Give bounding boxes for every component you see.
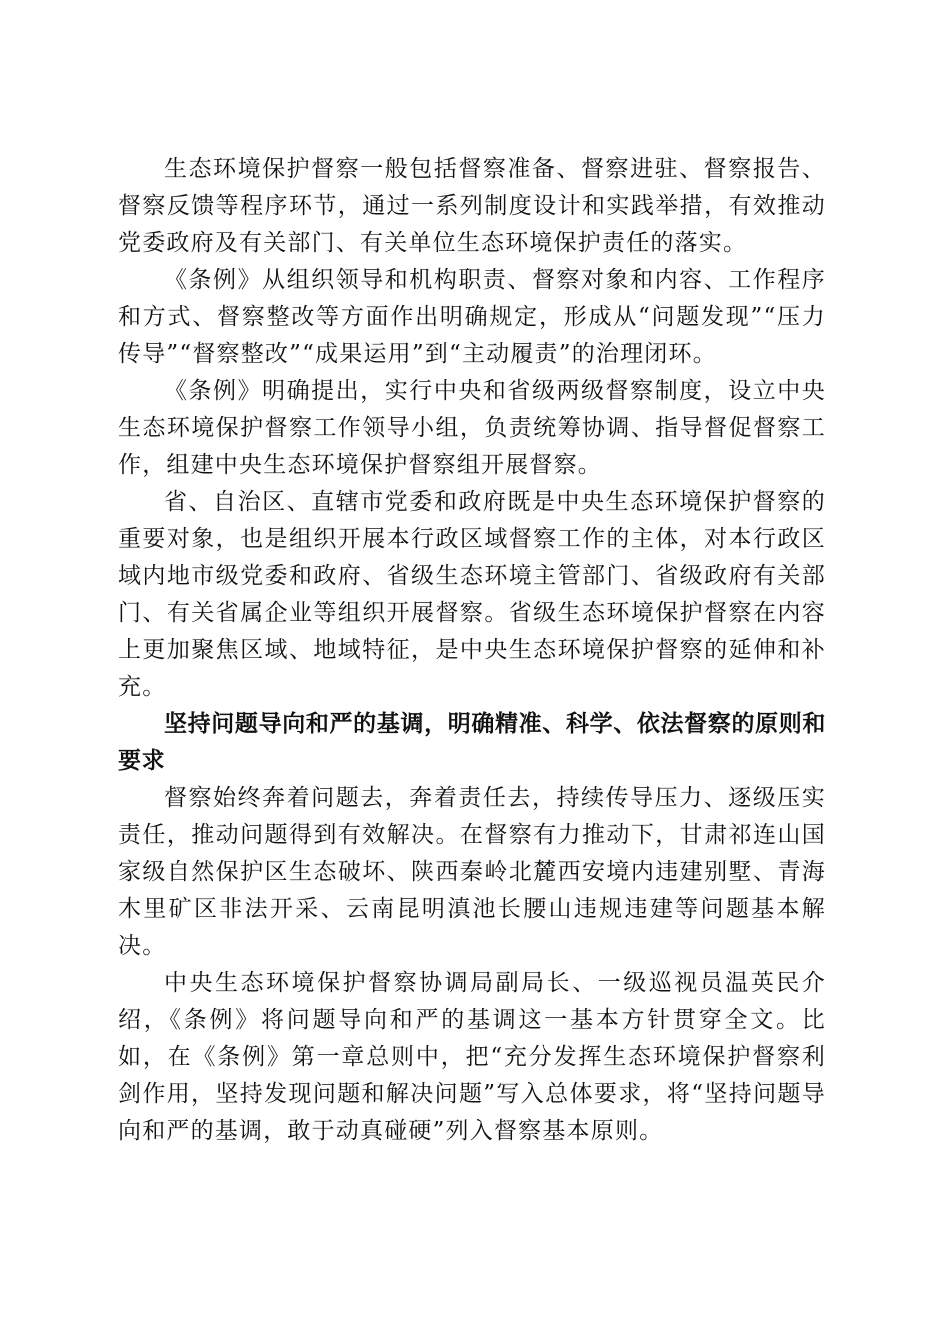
paragraph-problem-oriented: 督察始终奔着问题去，奔着责任去，持续传导压力、逐级压实责任，推动问题得到有效解决。在督察有力推动下，甘肃祁连山国家级自然保护区生态破坏、陕西秦岭北麓西安境内违建别墅、青海木里矿区非法开采、云南昆明滇池长腰山违规违建等问题基本解决。	[118, 785, 826, 959]
section-heading: 坚持问题导向和严的基调，明确精准、科学、依法督察的原则和要求	[118, 711, 826, 774]
document-body	[118, 151, 826, 1150]
paragraph-official-remarks: 中央生态环境保护督察协调局副局长、一级巡视员温英民介绍，《条例》将问题导向和严的基调这一基本方针贯穿全文。比如，在《条例》第一章总则中，把“充分发挥生态环境保护督察利剑作用，坚持发现问题和解决问题”写入总体要求，将“坚持问题导向和严的基调，敢于动真碰硬”列入督察基本原则。	[118, 970, 826, 1144]
paragraph-two-level-system: 《条例》明确提出，实行中央和省级两级督察制度，设立中央生态环境保护督察工作领导小组，负责统筹协调、指导督促督察工作，组建中央生态环境保护督察组开展督察。	[118, 378, 826, 478]
paragraph-procedures: 生态环境保护督察一般包括督察准备、督察进驻、督察报告、督察反馈等程序环节，通过一系列制度设计和实践举措，有效推动党委政府及有关部门、有关单位生态环境保护责任的落实。	[118, 156, 826, 256]
paragraph-provincial-role: 省、自治区、直辖市党委和政府既是中央生态环境保护督察的重要对象，也是组织开展本行政区域督察工作的主体，对本行政区域内地市级党委和政府、省级生态环境主管部门、省级政府有关部门、有关省属企业等组织开展督察。省级生态环境保护督察在内容上更加聚焦区域、地域特征，是中央生态环境保护督察的延伸和补充。	[118, 489, 826, 700]
paragraph-regulations-scope: 《条例》从组织领导和机构职责、督察对象和内容、工作程序和方式、督察整改等方面作出明确规定，形成从“问题发现”“压力传导”“督察整改”“成果运用”到“主动履责”的治理闭环。	[118, 267, 826, 367]
